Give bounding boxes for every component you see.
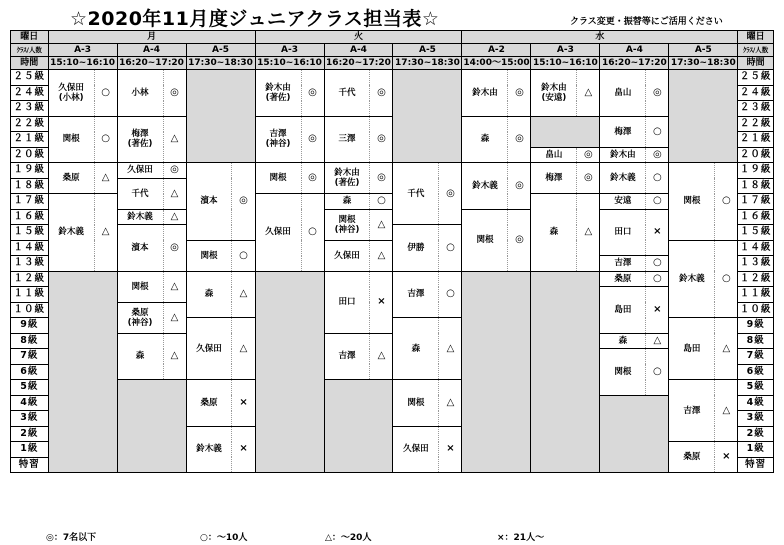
no-class-cell [669,70,738,163]
level-row [11,163,774,179]
level-label: １３級 [738,256,774,272]
capacity-mark: △ [94,163,117,194]
level-label: 4級 [738,395,774,411]
capacity-mark: ◎ [646,70,669,117]
capacity-mark: ◎ [301,163,324,194]
coach-name: 森 [324,194,370,210]
coach-name: 関根 [48,116,94,163]
day-header-row [11,31,774,44]
time-slot: 15:10~16:10 [48,57,117,70]
level-row [11,70,774,86]
capacity-mark: △ [577,70,600,117]
capacity-mark: ◎ [301,70,324,117]
coach-name: 鈴木義 [462,163,508,210]
coach-name: 鈴木由 (安遠) [531,70,577,117]
coach-name: 吉澤 [393,271,439,318]
coach-name: 関根 [393,380,439,427]
capacity-mark: ○ [439,271,462,318]
coach-name: 久保田 (小林) [48,70,94,117]
day-tuesday: 火 [255,31,462,44]
time-slot: 17:30~18:30 [393,57,462,70]
capacity-mark: △ [715,380,738,442]
level-label: １０級 [738,302,774,318]
level-label: ２４級 [11,85,49,101]
level-label: 3級 [738,411,774,427]
level-label: １７級 [11,194,49,210]
level-label: 8級 [738,333,774,349]
capacity-mark: △ [370,240,393,271]
schedule-table [10,30,774,473]
no-class-cell [324,380,393,473]
coach-name: 梅澤 [531,163,577,194]
class-label: A-3 [48,44,117,57]
youbi-label: 曜日 [738,31,774,44]
coach-name: 濱本 [117,225,163,272]
coach-name: 桑原 [48,163,94,194]
capacity-mark: ◎ [508,70,531,117]
capacity-mark: △ [163,333,186,380]
coach-name: 関根 [669,163,715,241]
coach-name: 関根 [117,271,163,302]
time-label: 時間 [11,57,49,70]
level-label: １３級 [11,256,49,272]
level-label: １０級 [11,302,49,318]
level-label: 2級 [11,426,49,442]
capacity-mark: △ [232,271,255,318]
level-label: １９級 [11,163,49,179]
level-label: 特習 [11,457,49,473]
coach-name: 桑原 [600,271,646,287]
capacity-mark: ◎ [577,147,600,163]
capacity-mark: △ [163,116,186,163]
no-class-cell [600,395,669,473]
coach-name: 久保田 [117,163,163,179]
capacity-mark: ◎ [439,163,462,225]
time-slot: 17:30~18:30 [186,57,255,70]
class-label: A-5 [393,44,462,57]
capacity-mark: ◎ [577,163,600,194]
capacity-mark: △ [646,333,669,349]
capacity-mark: △ [370,209,393,240]
coach-name: 関根 [186,240,232,271]
capacity-mark: ○ [715,240,738,318]
coach-name: 鈴木義 [117,209,163,225]
level-label: １６級 [11,209,49,225]
level-label: １５級 [738,225,774,241]
class-label: A-3 [531,44,600,57]
level-label: １２級 [738,271,774,287]
class-label: A-4 [117,44,186,57]
coach-name: 千代 [324,70,370,117]
capacity-mark: × [439,426,462,473]
level-label: 特習 [738,457,774,473]
coach-name: 鈴木由 [600,147,646,163]
level-label: １４級 [11,240,49,256]
capacity-mark: × [232,426,255,473]
time-slot: 16:20~17:20 [324,57,393,70]
capacity-mark: △ [163,302,186,333]
level-row [11,116,774,132]
capacity-mark: ◎ [508,209,531,271]
coach-name: 鈴木義 [669,240,715,318]
coach-name: 関根 [255,163,301,194]
capacity-mark: △ [715,318,738,380]
capacity-mark: △ [163,271,186,302]
coach-name: 桑原 [186,380,232,427]
level-label: 9級 [11,318,49,334]
legend-item: ◎：7名以下 [46,533,97,543]
level-label: ２０級 [738,147,774,163]
page-title: ☆2020年11月度ジュニアクラス担当表☆ [70,8,440,30]
coach-name: 島田 [600,287,646,334]
time-slot: 16:20~17:20 [117,57,186,70]
level-label: ２０級 [11,147,49,163]
capacity-mark: ○ [646,256,669,272]
time-slot: 17:30~18:30 [669,57,738,70]
level-label: 6級 [11,364,49,380]
level-label: ２２級 [738,116,774,132]
level-label: ２５級 [11,70,49,86]
day-monday: 月 [48,31,255,44]
time-header-row [11,57,774,70]
youbi-label: 曜日 [11,31,49,44]
capacity-mark: ○ [232,240,255,271]
capacity-mark: ○ [646,271,669,287]
capacity-mark: ○ [301,194,324,272]
level-label: ２１級 [738,132,774,148]
class-count-label: ｸﾗｽ/人数 [11,44,49,57]
coach-name: 鈴木由 (著佐) [255,70,301,117]
class-label: A-5 [186,44,255,57]
level-label: 5級 [738,380,774,396]
level-row [11,209,774,225]
capacity-mark: × [370,271,393,333]
no-class-cell [462,271,531,473]
capacity-mark: ○ [370,194,393,210]
coach-name: 森 [393,318,439,380]
coach-name: 森 [186,271,232,318]
level-label: １１級 [11,287,49,303]
coach-name: 梅澤 (著佐) [117,116,163,163]
class-header-row [11,44,774,57]
capacity-mark: ◎ [232,163,255,241]
coach-name: 伊勝 [393,225,439,272]
coach-name: 梅澤 [600,116,646,147]
coach-name: 森 [117,333,163,380]
coach-name: 森 [600,333,646,349]
no-class-cell [531,116,600,147]
capacity-mark: △ [439,380,462,427]
capacity-mark: ○ [646,194,669,210]
level-label: 7級 [11,349,49,365]
level-label: ２２級 [11,116,49,132]
capacity-mark: △ [163,178,186,209]
coach-name: 関根 (神谷) [324,209,370,240]
capacity-mark: × [646,209,669,256]
level-label: １５級 [11,225,49,241]
level-label: １２級 [11,271,49,287]
level-label: １７級 [738,194,774,210]
day-wednesday: 水 [462,31,738,44]
time-slot: 15:10~16:10 [255,57,324,70]
level-label: １１級 [738,287,774,303]
time-slot: 14:00～15:00 [463,58,530,68]
capacity-mark: △ [232,318,255,380]
capacity-mark: △ [163,209,186,225]
level-label: １６級 [738,209,774,225]
coach-name: 鈴木義 [600,163,646,194]
coach-name: 畠山 [600,70,646,117]
level-label: 1級 [11,442,49,458]
coach-name: 関根 [600,349,646,396]
coach-name: 鈴木義 [186,426,232,473]
legend-item: △：～20人 [325,533,372,543]
legend-item: ×：21人～ [497,533,545,543]
class-label: A-4 [600,44,669,57]
level-row [11,271,774,287]
level-label: 2級 [738,426,774,442]
usage-note: クラス変更・振替等にご活用ください [570,17,723,27]
level-label: 5級 [11,380,49,396]
no-class-cell [255,271,324,473]
level-label: ２３級 [738,101,774,117]
coach-name: 吉澤 [600,256,646,272]
coach-name: 森 [531,194,577,272]
level-label: 6級 [738,364,774,380]
capacity-mark: × [646,287,669,334]
level-label: 3級 [11,411,49,427]
time-slot: 15:10~16:10 [531,57,600,70]
capacity-mark: △ [370,333,393,380]
coach-name: 鈴木由 (著佐) [324,163,370,194]
level-label: 8級 [11,333,49,349]
coach-name: 島田 [669,318,715,380]
capacity-mark: ◎ [301,116,324,163]
capacity-mark: ◎ [508,163,531,210]
no-class-cell [48,271,117,473]
level-label: 1級 [738,442,774,458]
coach-name: 鈴木義 [48,194,94,272]
class-label: A-2 [462,44,531,57]
coach-name: 桑原 (神谷) [117,302,163,333]
time-label: 時間 [738,57,774,70]
capacity-mark: ○ [94,116,117,163]
coach-name: 吉澤 [669,380,715,442]
capacity-mark: ○ [94,70,117,117]
coach-name: 吉澤 (神谷) [255,116,301,163]
class-label: A-4 [324,44,393,57]
level-label: ２４級 [738,85,774,101]
capacity-mark: ◎ [370,163,393,194]
no-class-cell [531,271,600,473]
capacity-mark: ○ [439,225,462,272]
capacity-mark: △ [94,194,117,272]
capacity-mark: ○ [646,116,669,147]
no-class-cell [186,70,255,163]
capacity-mark: ◎ [370,116,393,163]
coach-name: 田口 [600,209,646,256]
coach-name: 安遠 [600,194,646,210]
coach-name: 千代 [117,178,163,209]
level-row [11,333,774,349]
time-slot: 16:20~17:20 [600,57,669,70]
capacity-mark: ◎ [163,225,186,272]
coach-name: 吉澤 [324,333,370,380]
level-label: １８級 [11,178,49,194]
level-label: ２５級 [738,70,774,86]
coach-name: 久保田 [186,318,232,380]
level-label: 4級 [11,395,49,411]
level-label: １４級 [738,240,774,256]
level-label: １９級 [738,163,774,179]
capacity-mark: × [232,380,255,427]
coach-name: 森 [462,116,508,163]
capacity-mark: × [715,442,738,473]
coach-name: 濱本 [186,163,232,241]
level-label: ２１級 [11,132,49,148]
capacity-mark: ◎ [508,116,531,163]
level-label: ２３級 [11,101,49,117]
coach-name: 久保田 [393,426,439,473]
coach-name: 鈴木由 [462,70,508,117]
level-label: 9級 [738,318,774,334]
level-label: １８級 [738,178,774,194]
capacity-mark: ○ [715,163,738,241]
capacity-mark: ○ [646,163,669,194]
coach-name: 久保田 [324,240,370,271]
coach-name: 関根 [462,209,508,271]
coach-name: 久保田 [255,194,301,272]
capacity-mark: △ [439,318,462,380]
coach-name: 小林 [117,70,163,117]
capacity-mark: ◎ [163,163,186,179]
no-class-cell [393,70,462,163]
no-class-cell [117,380,186,473]
capacity-mark: ◎ [163,70,186,117]
class-label: A-3 [255,44,324,57]
capacity-mark: ◎ [370,70,393,117]
capacity-mark: ◎ [646,147,669,163]
coach-name: 三澤 [324,116,370,163]
class-label: A-5 [669,44,738,57]
capacity-mark: ○ [646,349,669,396]
capacity-mark: △ [577,194,600,272]
coach-name: 田口 [324,271,370,333]
coach-name: 桑原 [669,442,715,473]
legend-item: ○：～10人 [200,533,248,543]
coach-name: 畠山 [531,147,577,163]
level-label: 7級 [738,349,774,365]
class-count-label: ｸﾗｽ/人数 [738,44,774,57]
coach-name: 千代 [393,163,439,225]
